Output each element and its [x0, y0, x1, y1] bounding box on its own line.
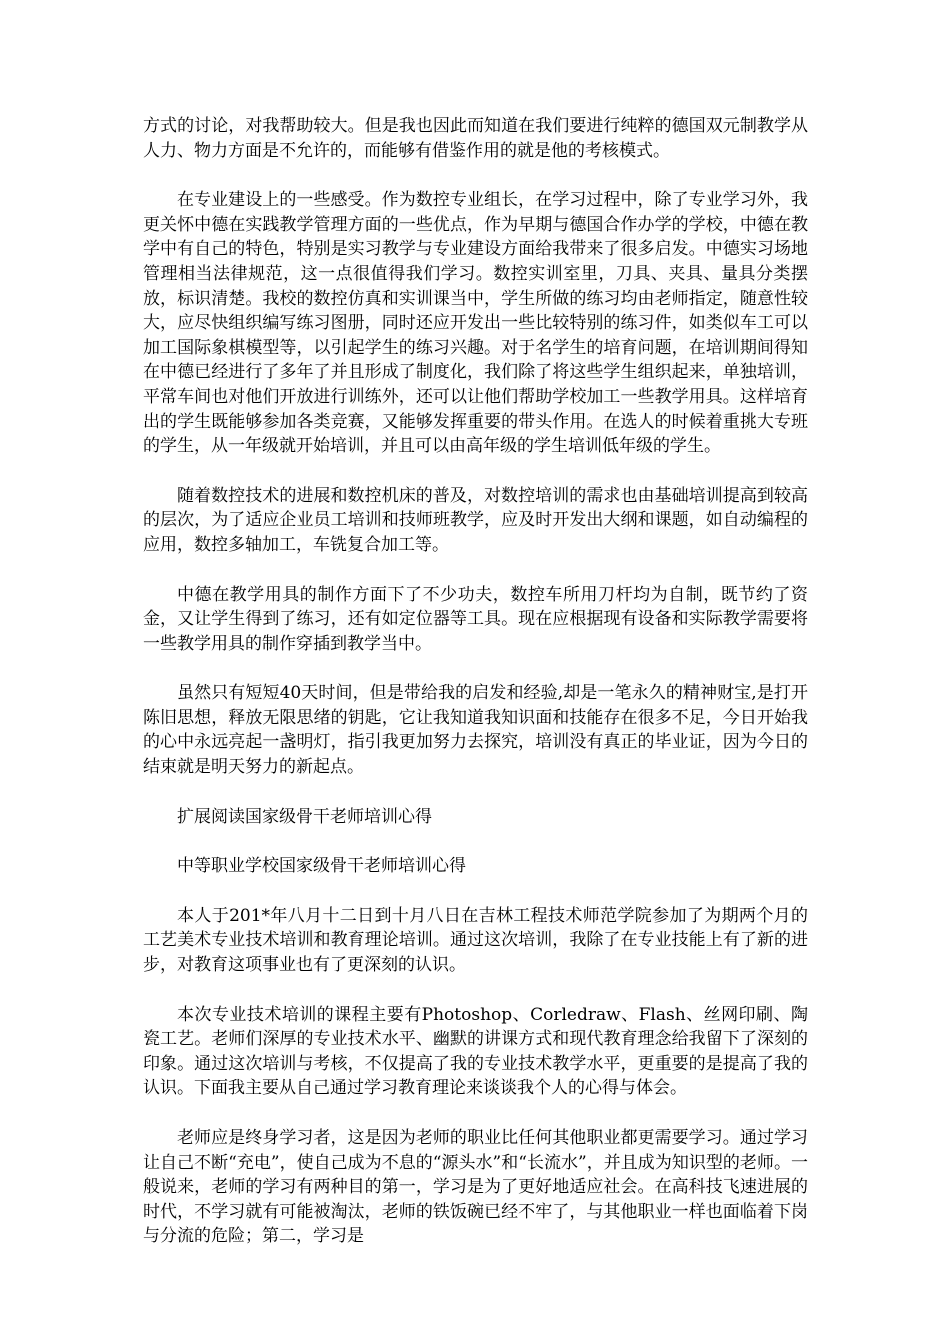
- paragraph: 虽然只有短短40天时间，但是带给我的启发和经验,却是一笔永久的精神财宝,是打开陈旧思想，释放无限思绪的钥匙，它让我知道我知识面和技能存在很多不足，今日开始我的心中永远亮起一盏明灯，指引我更加努力去探究，培训没有真正的毕业证，因为今日的结束就是明天努力的新起点。: [143, 683, 808, 778]
- paragraph: 方式的讨论，对我帮助较大。但是我也因此而知道在我们要进行纯粹的德国双元制教学从人力、物力方面是不允许的，而能够有借鉴作用的就是他的考核模式。: [143, 116, 808, 161]
- paragraph: 本人于201*年八月十二日到十月八日在吉林工程技术师范学院参加了为期两个月的工艺美术专业技术培训和教育理论培训。通过这次培训，我除了在专业技能上有了新的进步，对教育这项事业也有了更深刻的认识。: [143, 905, 808, 976]
- paragraph: 中德在教学用具的制作方面下了不少功夫，数控车所用刀杆均为自制，既节约了资金，又让学生得到了练习，还有如定位器等工具。现在应根据现有设备和实际教学需要将一些教学用具的制作穿插到教学当中。: [143, 584, 808, 654]
- paragraph: 在专业建设上的一些感受。作为数控专业组长，在学习过程中，除了专业学习外，我更关怀中德在实践教学管理方面的一些优点，作为早期与德国合作办学的学校，中德在教学中有自己的特色，特别是实习教学与专业建设方面给我带来了很多启发。中德实习场地管理相当法律规范，这一点很值得我们学习。数控实训室里，刀具、夹具、量具分类摆放，标识清楚。我校的数控仿真和实训课当中，学生所做的练习均由老师指定，随意性较大，应尽快组织编写练习图册，同时还应开发出一些比较特别的练习件，如类似车工可以加工国际象棋模型等，以引起学生的练习兴趣。对于名学生的培育问题，在培训期间得知在中德已经进行了多年了并且形成了制度化，我们除了将这些学生组织起来，单独培训，平常车间也对他们开放进行训练外，还可以让他们帮助学校加工一些教学用具。这样培育出的学生既能够参加各类竞赛，又能够发挥重要的带头作用。在选人的时候着重挑大专班的学生，从一年级就开始培训，并且可以由高年级的学生培训低年级的学生。: [143, 190, 808, 457]
- paragraph: 本次专业技术培训的课程主要有Photoshop、Corledraw、Flash、丝网印刷、陶瓷工艺。老师们深厚的专业技术水平、幽默的讲课方式和现代教育理念给我留下了深刻的印象。通过这次培训与考核，不仅提高了我的专业技术教学水平，更重要的是提高了我的认识。下面我主要从自己通过学习教育理论来谈谈我个人的心得与体会。: [143, 1004, 808, 1099]
- section-heading: 中等职业学校国家级骨干老师培训心得: [177, 856, 466, 877]
- paragraph: 老师应是终身学习者，这是因为老师的职业比任何其他职业都更需要学习。通过学习让自己不断“充电”，使自己成为不息的“源头水”和“长流水”，并且成为知识型的老师。一般说来，老师的学习有两种目的第一，学习是为了更好地适应社会。在高科技飞速进展的时代，不学习就有可能被淘汰，老师的铁饭碗已经不牢了，与其他职业一样也面临着下岗与分流的危险；第二，学习是: [143, 1128, 808, 1247]
- paragraph: 随着数控技术的进展和数控机床的普及，对数控培训的需求也由基础培训提高到较高的层次，为了适应企业员工培训和技师班教学，应及时开发出大纲和课题，如自动编程的应用，数控多轴加工，车铣复合加工等。: [143, 485, 808, 555]
- section-heading: 扩展阅读国家级骨干老师培训心得: [177, 806, 432, 827]
- document-page: [143, 114, 808, 1274]
